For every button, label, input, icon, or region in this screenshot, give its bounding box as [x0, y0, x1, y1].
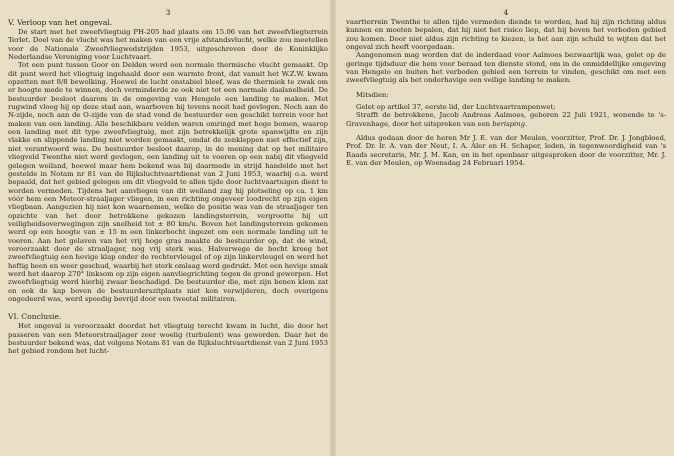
page-number-left: 3 — [165, 8, 171, 17]
mitsdien-heading: Mitsdien: — [356, 90, 389, 99]
paragraph-start-flight: De start met het zweefvliegtuig PH-205 had plaats om 15.06 van het zweefvliegterrein Terlet. Doel van de vlucht was het maken van een vrije afstandsvlucht, welke zou meetellen voor de Nationale Zweefvliegwedstrijden 1953, uitgeschreven door de Koninklijke Nederlandse Vereniging voor Luchtvaart. — [8, 28, 328, 62]
paragraph-signatories: Aldus gedaan door de heren Mr J. E. van der Meulen, voorzitter, Prof. Dr. J. Jongbloed, Prof. Dr. Ir. A. van der Neut, I. A. Aler en H. Schaper, leden, in tegenwoordigheid van 's Raads secretaris, Mr. J. M. Kan, en in het openbaar uitgesproken door de voorzitter, Mr. J. E. van der Meulen, op Woensdag 24 Februari 1954. — [346, 134, 666, 168]
paragraph-mitigation: Aangenomen mag worden dat de inderdaad voor Aalmoes bezwaarlijk was, gelet op de geringe tijdsduur die hem voor beraad ten dienste stond, om in de onmiddellijke omgeving van Hengelo en buiten het verboden gebied een terrein te vinden, geschikt om met een zweefvliegtuig als het onderhavige een veilige landing te maken. — [346, 51, 666, 85]
paragraph-conclusion: Het ongeval is veroorzaakt doordat het vliegtuig terecht kwam in lucht, die door het passeren van een Meteorstraaljager zeer woelig (turbulent) was geworden. Daar het de bestuurder bekend was, dat volgens Notam 81 van de Rijksluchtvaartdienst van 2 Juni 1953 het gebied rondom het lucht- — [8, 322, 328, 356]
sentence-penalty: berisping — [492, 119, 525, 128]
sentence-end: . — [524, 119, 528, 128]
sentence-text: Strafft de betrokkene, Jacob Andreas Aalmoes, geboren 22 Juli 1921, wonende te 's-Gravenhage, door het uitspreken van een — [346, 111, 666, 128]
section-v-heading: V. Verloop van het ongeval. — [8, 18, 113, 27]
paragraph-legal-basis: Gelet op artikel 37, eerste lid, der Luchtvaartrampenwet; — [356, 103, 556, 112]
right-page — [332, 0, 674, 456]
section-vi-heading: VI. Conclusie. — [8, 312, 62, 322]
page-number-right: 4 — [503, 8, 509, 17]
book-gutter — [330, 0, 336, 456]
paragraph-conclusion-continued: vaartterrein Twenthe te allen tijde vermeden diende te worden, had hij zijn richting aldus kunnen en moeten bepalen, dat hij niet het risico liep, dat hij boven het verboden gebied zou komen. Door niet aldus zijn richting te kiezen, is het aan zijn schuld te wijten dat het ongeval zich heeft voorgedaan. — [346, 18, 666, 52]
left-page — [0, 0, 332, 456]
paragraph-sentence — [346, 111, 666, 128]
paragraph-flight-course: Tot een punt tussen Goor en Delden werd een normale thermische vlucht gemaakt. Op dit punt werd het vliegtuig ingehaald door een warmte front, dat vanuit het W.Z.W. kwam opzetten met 8/8 bewolking. Hoewel de lucht onstabiel bleef, was de thermiek te zwak om er hoogte mede te winnen, doch verminderde ze ook niet tot een normale daalsnelheid. De bestuurder besloot daarom in de omgeving van Hengelo een landing te maken. Met rugwind vloog hij op deze stad aan, waarboven hij tevens nooit had gevlogen. Noch aan de N-zijde, noch aan de O-zijde van de stad vond de bestuurder een geschikt terrein voor het maken van een landing. Alle beschikbare velden waren omringd met hoge bomen, waarop een landing met dit type zweefvliegtuig, met zijn betrekkelijk grote spanwijdte en zijn vlakke en slippende landing niet worden gemaakt, omdat de zenkleppen niet effectief zijn, niet verantwoord was. De bestuurder besloot daarop, in de mening dat op het militaire vliegveld Twenthe niet werd gevlogen, een landing uit te voeren op een nabij dit vliegveld gelegen weiland, hoewel maar hem bekend was bij daarmede in strijd handelde met het gestelde in Notam nr 81 van de Rijksluchtvaartdienst van 2 Juni 1953, waarbij o.a. werd bepaald, dat het gebied gelegen om dit vliegveld te allen tijde door luchtvaartuigen dient te worden vermeden. Tijdens het aanvliegen van dit weiland zag hij plotseling op ca. 1 km vóór hem een Meteor-straaljager vliegen, in een richting ongeveer loodrecht op zijn eigen vliegbaan. Aangezien hij niet kon waarnemen, welke de positie was van de straaljager ten opzichte van het door betrokkene gekozen landingsterrein, vergrootte hij uit veiligheidsoverwegingen zijn snelheid tot ± 80 km/u. Boven het landingsterrein gekomen werd op een hoogte van ± 15 m een linkerbocht ingezet om een normale landing uit te voeren. Aan het gelaven van het vrij hoge gras maakte de bestuurder op, dat de wind, veroorzaakt door de straaljager, nog vrij sterk was. Halverwege de bocht kreeg het zweefvliegtuig een hevige klap onder de rechtervleugel of op zijn linkervleugel en werd het heftig heen en weer geschud, waarbij het sterk omlaag werd gedrukt. Met een hevige smak werd het daarop 270° linksom op zijn eigen aanvliegrichting tegen de grond geworpen. Het zweefvliegtuig werd hierbij zwaar beschadigd. De bestuurder die, met zijn benen klem zat en ook de kap boven de bestuurderszitplaats niet kon verwijderen, doch overigens ongedeerd was, werd spoedig bevrijd door een tweetal militairen. — [8, 61, 328, 303]
